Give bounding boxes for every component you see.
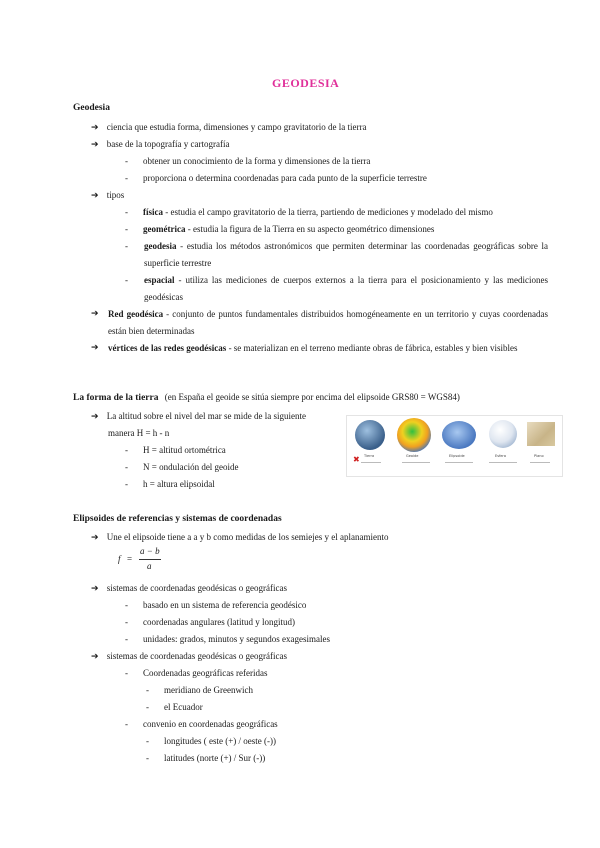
arrow-icon: ➔	[91, 584, 99, 594]
caption: Elipsoide	[449, 454, 465, 458]
page-title: GEODESIA	[272, 76, 340, 90]
ellipsoid-image	[442, 421, 476, 449]
earth-image	[355, 420, 385, 450]
list-item: ➔ ciencia que estudia forma, dimensiones y campo gravitatorio de la tierra	[91, 122, 367, 133]
arrow-icon: ➔	[91, 309, 99, 319]
list-item: - proporciona o determina coordenadas para cada punto de la superficie terrestre	[125, 173, 427, 183]
text-line: manera H = h - n	[108, 428, 170, 438]
list-item: - h = altura elipsoidal	[125, 479, 215, 489]
section-heading-elipsoides: Elipsoides de referencias y sistemas de coordenadas	[73, 514, 282, 524]
arrow-icon: ➔	[91, 533, 99, 543]
arrow-icon: ➔	[91, 123, 99, 133]
list-item: ➔ Une el elipsoide tiene a a y b como medidas de los semiejes y el aplanamiento	[91, 532, 389, 543]
list-item: ➔ sistemas de coordenadas geodésicas o geográficas	[91, 651, 287, 662]
list-item: - el Ecuador	[146, 702, 203, 712]
flattening-formula: f = a − b a	[118, 546, 160, 571]
list-item: - física - estudia el campo gravitatorio de la tierra, partiendo de mediciones y modelado del mismo	[125, 207, 493, 217]
section-heading-forma: La forma de la tierra (en España el geoide se sitúa siempre por encima del elipsoide GRS80 = WGS84)	[73, 392, 460, 403]
list-item: - obtener un conocimiento de la forma y dimensiones de la tierra	[125, 156, 371, 166]
list-item: - H = altitud ortométrica	[125, 445, 226, 455]
close-icon: ✖	[353, 455, 360, 464]
list-item: ➔ La altitud sobre el nivel del mar se mide de la siguiente	[91, 411, 306, 422]
arrow-icon: ➔	[91, 652, 99, 662]
list-item: ➔ tipos	[91, 190, 125, 201]
list-item: - Coordenadas geográficas referidas	[125, 668, 268, 678]
caption: Geoide	[406, 454, 419, 458]
arrow-icon: ➔	[91, 412, 99, 422]
list-item: - convenio en coordenadas geográficas	[125, 719, 278, 729]
caption: Plano	[534, 454, 544, 458]
section-heading-geodesia: Geodesia	[73, 103, 110, 113]
earth-models-figure	[346, 415, 563, 477]
list-item: - geométrica - estudia la figura de la Tierra en su aspecto geométrico dimensiones	[125, 224, 435, 234]
list-item: - latitudes (norte (+) / Sur (-))	[146, 753, 266, 763]
caption: Tierra	[364, 454, 375, 458]
list-item: ➔ base de la topografía y cartografía	[91, 139, 230, 150]
list-item: - unidades: grados, minutos y segundos exagesimales	[125, 634, 330, 644]
arrow-icon: ➔	[91, 140, 99, 150]
list-item: - coordenadas angulares (latitud y longitud)	[125, 617, 295, 627]
caption: Esfera	[495, 454, 507, 458]
list-item: - N = ondulación del geoide	[125, 462, 239, 472]
list-item: - basado en un sistema de referencia geodésico	[125, 600, 307, 610]
list-item: - meridiano de Greenwich	[146, 685, 253, 695]
arrow-icon: ➔	[91, 191, 99, 201]
sphere-image	[489, 420, 517, 448]
list-item: ➔ sistemas de coordenadas geodésicas o geográficas	[91, 583, 287, 594]
geoid-image	[397, 418, 431, 452]
list-item: - longitudes ( este (+) / oeste (-))	[146, 736, 277, 746]
arrow-icon: ➔	[91, 343, 99, 353]
plane-map-image	[527, 422, 555, 446]
